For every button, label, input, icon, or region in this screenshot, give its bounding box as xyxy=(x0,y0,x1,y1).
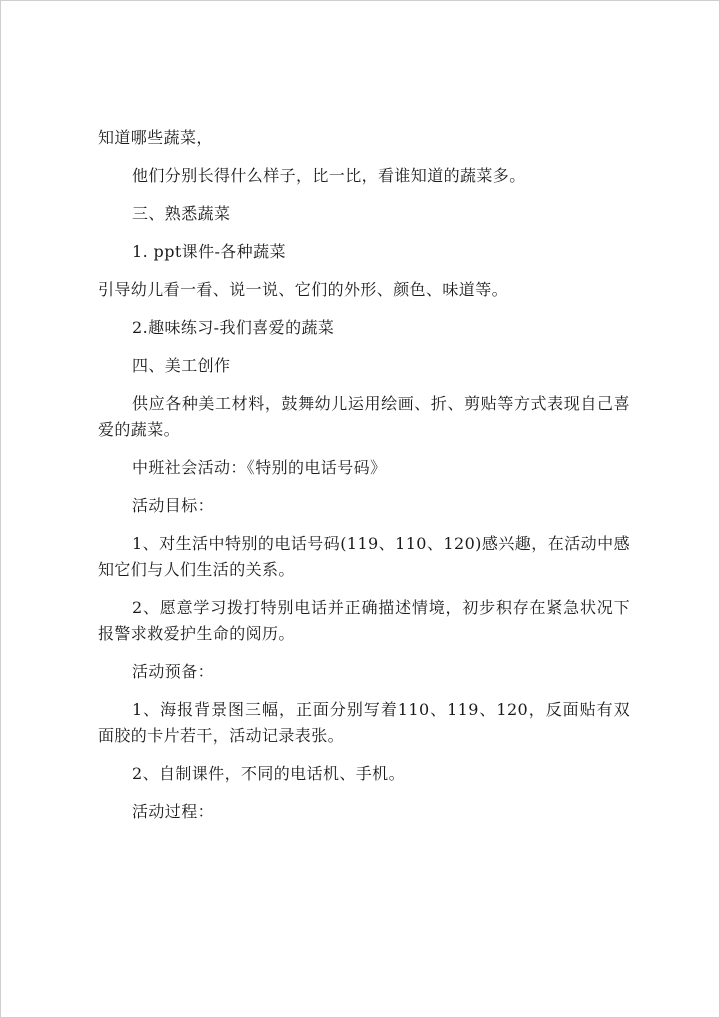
paragraph: 他们分别长得什么样子，比一比，看谁知道的蔬菜多。 xyxy=(132,166,526,185)
paragraph: 1、海报背景图三幅，正面分别写着110、119、120，反面贴有双面胶的卡片若干，活动记录表张。 xyxy=(98,700,630,745)
paragraph: 2、自制课件，不同的电话机、手机。 xyxy=(132,764,405,783)
paragraph: 2.趣味练习-我们喜爱的蔬菜 xyxy=(132,318,335,337)
paragraph: 知道哪些蔬菜， xyxy=(98,128,213,147)
paragraph: 供应各种美工材料，鼓舞幼儿运用绘画、折、剪贴等方式表现自己喜爱的蔬菜。 xyxy=(98,394,630,439)
paragraph: 引导幼儿看一看、说一说、它们的外形、颜色、味道等。 xyxy=(98,280,509,299)
document-body xyxy=(98,125,630,837)
paragraph: 1、对生活中特别的电话号码(119、110、120)感兴趣，在活动中感知它们与人们生活的关系。 xyxy=(98,534,630,579)
section-heading: 活动预备： xyxy=(132,662,215,681)
section-heading: 三、熟悉蔬菜 xyxy=(132,204,231,223)
section-heading: 活动过程： xyxy=(132,802,215,821)
activity-title: 中班社会活动：《特别的电话号码》 xyxy=(132,458,387,477)
section-heading: 四、美工创作 xyxy=(132,356,231,375)
paragraph: 2、愿意学习拨打特别电话并正确描述情境，初步积存在紧急状况下报警求救爱护生命的阅历。 xyxy=(98,598,630,643)
section-heading: 活动目标： xyxy=(132,496,215,515)
paragraph: 1. ppt课件-各种蔬菜 xyxy=(132,242,286,261)
